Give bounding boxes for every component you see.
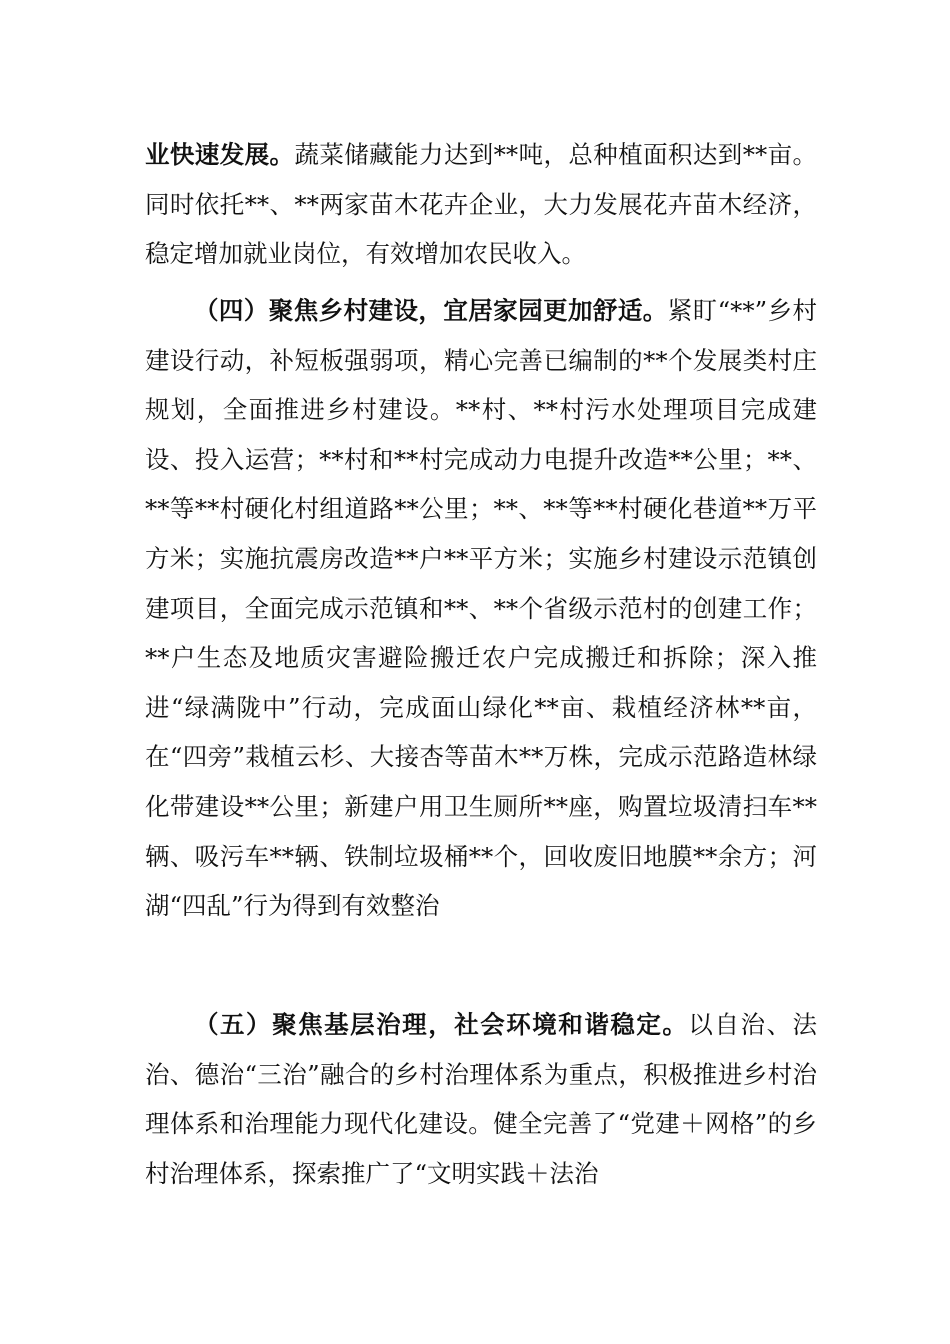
section-five-paragraph	[145, 1000, 817, 1198]
paragraph-body: 蔬菜储藏能力达到**吨，总种植面积达到**亩。同时依托**、**两家苗木花卉企业，大力发展花卉苗木经济，稳定增加就业岗位，有效增加农民收入。	[145, 140, 818, 269]
paragraph-lead-bold: 业快速发展。	[145, 140, 295, 169]
section-four-heading: （四）聚焦乡村建设，宜居家园更加舒适。	[194, 296, 668, 325]
section-four-paragraph	[145, 286, 817, 931]
section-five-body: 以自治、法治、德治“三治”融合的乡村治理体系为重点，积极推进乡村治理体系和治理能力现代化建设。健全完善了“党建＋网格”的乡村治理体系，探索推广了“文明实践＋法治	[145, 1010, 818, 1188]
paragraph-block-3	[145, 1000, 817, 1198]
paragraph-continuation	[145, 130, 817, 279]
section-four-body: 紧盯“**”乡村建设行动，补短板强弱项，精心完善已编制的**个发展类村庄规划，全面推进乡村建设。**村、**村污水处理项目完成建设、投入运营；**村和**村完成动力电提升改造**公里；**、**等**村硬化村组道路**公里；**、**等**村硬化巷道**万平方米；实施抗震房改造**户**平方米；实施乡村建设示范镇创建项目，全面完成示范镇和**、**个省级示范村的创建工作；**户生态及地质灾害避险搬迁农户完成搬迁和拆除；深入推进“绿满陇中”行动，完成面山绿化**亩、栽植经济林**亩，在“四旁”栽植云杉、大接杏等苗木**万株，完成示范路造林绿化带建设**公里；新建户用卫生厕所**座，购置垃圾清扫车**辆、吸污车**辆、铁制垃圾桶**个，回收废旧地膜**余方；河湖“四乱”行为得到有效整治	[145, 296, 817, 921]
paragraph-block-1	[145, 130, 817, 279]
paragraph-block-2	[145, 286, 817, 931]
section-five-heading: （五）聚焦基层治理，社会环境和谐稳定。	[194, 1010, 689, 1039]
